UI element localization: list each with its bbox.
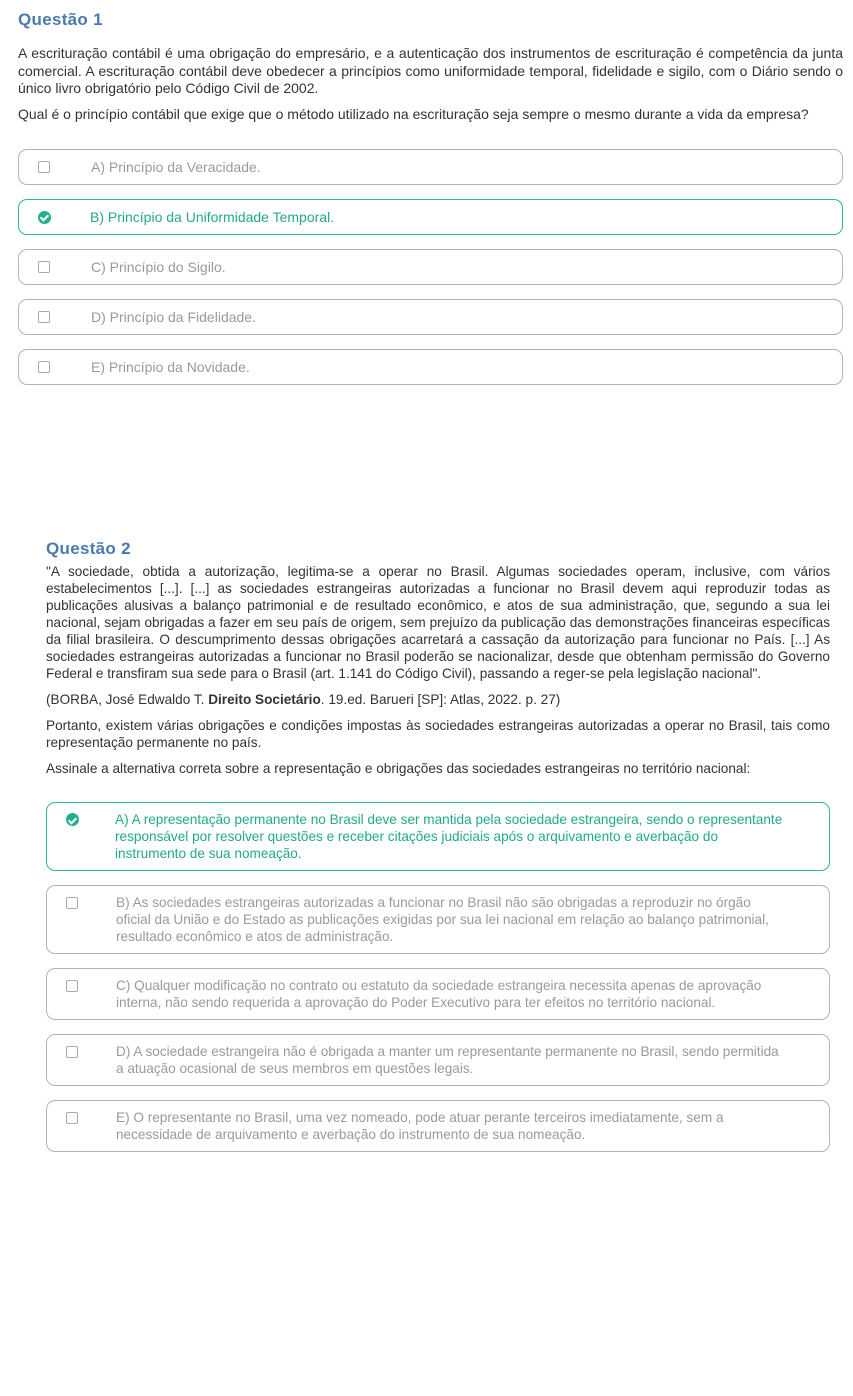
option-label: E) O representante no Brasil, uma vez nomeado, pode atuar perante terceiros imediatamente, sem a necessidade de arquivamento e averbação do instrumento de sua nomeação. [116, 1110, 724, 1142]
check-circle-icon [38, 211, 51, 224]
question-title: Questão 1 [18, 10, 103, 29]
question-statement: A escrituração contábil é uma obrigação do empresário, e a autenticação dos instrumentos de escrituração é competência da junta comercial. A escrituração contábil deve obedecer a princípios como uniformidade temporal, fidelidade e sigilo, com o Diário sendo o único livro obrigatório pelo Código Civil de 2002. [18, 45, 843, 96]
question-title: Questão 2 [46, 539, 131, 558]
checkbox-icon [66, 897, 78, 909]
option-c[interactable] [18, 249, 843, 285]
citation-prefix: (BORBA, José Edwaldo T. [46, 692, 209, 707]
option-d[interactable] [18, 299, 843, 335]
option-label: B) As sociedades estrangeiras autorizadas a funcionar no Brasil não são obrigadas a reproduzir no órgão oficial da União e do Estado as publicações exigidas por sua lei nacional em relação ao balanço patrimonial, resultado econômico e atos de administração. [116, 895, 769, 944]
checkbox-icon [66, 980, 78, 992]
option-label: C) Princípio do Sigilo. [91, 259, 226, 275]
option-label: D) A sociedade estrangeira não é obrigada a manter um representante permanente no Brasil, sendo permitida a atuação ocasional de seus membros em questões legais. [116, 1044, 779, 1076]
option-e[interactable] [46, 1100, 830, 1152]
checkbox-icon [38, 161, 50, 173]
question-prompt: Assinale a alternativa correta sobre a representação e obrigações das sociedades estrangeiras no território nacional: [46, 761, 751, 776]
option-d[interactable] [46, 1034, 830, 1086]
question-citation [46, 691, 830, 708]
answer-options [18, 149, 843, 385]
answer-options [46, 802, 830, 1152]
option-a-selected[interactable] [46, 802, 830, 871]
option-b-selected[interactable] [18, 199, 843, 235]
option-label: D) Princípio da Fidelidade. [91, 309, 256, 325]
option-c[interactable] [46, 968, 830, 1020]
option-b[interactable] [46, 885, 830, 954]
question-quote: "A sociedade, obtida a autorização, legitima-se a operar no Brasil. Algumas sociedades operam, inclusive, com vários estabelecimentos [...]. [...] as sociedades estrangeiras autorizadas a funcionar no Brasil devem aqui reproduzir todas as publicações alusivas a balanço patrimonial e de resultado econômico, e atos de sua administração, que, segundo a sua lei nacional, sejam obrigadas a fazer em seu país de origem, sem prejuízo da publicação das demonstrações financeiras específicas da filial brasileira. O descumprimento dessas obrigações acarretará a cassação da autorização para funcionar no País. [...] As sociedades estrangeiras autorizadas a funcionar no Brasil poderão se nacionalizar, desde que obtenham permissão do Governo Federal e transfiram sua sede para o Brasil (art. 1.141 do Código Civil), passando a reger-se pela legislação nacional". [46, 564, 830, 681]
check-circle-icon [66, 813, 79, 826]
question-2 [46, 528, 830, 1166]
question-1 [18, 0, 843, 399]
option-label: B) Princípio da Uniformidade Temporal. [90, 209, 335, 225]
question-prompt: Qual é o princípio contábil que exige que o método utilizado na escrituração seja sempre o mesmo durante a vida da empresa? [18, 105, 809, 122]
option-label: C) Qualquer modificação no contrato ou estatuto da sociedade estrangeira necessita apenas de aprovação interna, não sendo requerida a aprovação do Poder Executivo para ter efeitos no território nacional. [116, 978, 762, 1010]
option-e[interactable] [18, 349, 843, 385]
option-label: A) A representação permanente no Brasil deve ser mantida pela sociedade estrangeira, sendo o representante responsável por resolver questões e receber citações judiciais após o arquivamento e averbação do instrumento de sua nomeação. [115, 812, 783, 861]
option-label: E) Princípio da Novidade. [91, 359, 250, 375]
question-context: Portanto, existem várias obrigações e condições impostas às sociedades estrangeiras autorizadas a operar no Brasil, tais como representação permanente no país. [46, 718, 830, 750]
checkbox-icon [38, 361, 50, 373]
citation-suffix: . 19.ed. Barueri [SP]: Atlas, 2022. p. 27) [320, 692, 561, 707]
citation-book-title: Direito Societário [208, 692, 321, 707]
option-label: A) Princípio da Veracidade. [91, 159, 261, 175]
checkbox-icon [66, 1046, 78, 1058]
checkbox-icon [66, 1112, 78, 1124]
checkbox-icon [38, 311, 50, 323]
option-a[interactable] [18, 149, 843, 185]
checkbox-icon [38, 261, 50, 273]
